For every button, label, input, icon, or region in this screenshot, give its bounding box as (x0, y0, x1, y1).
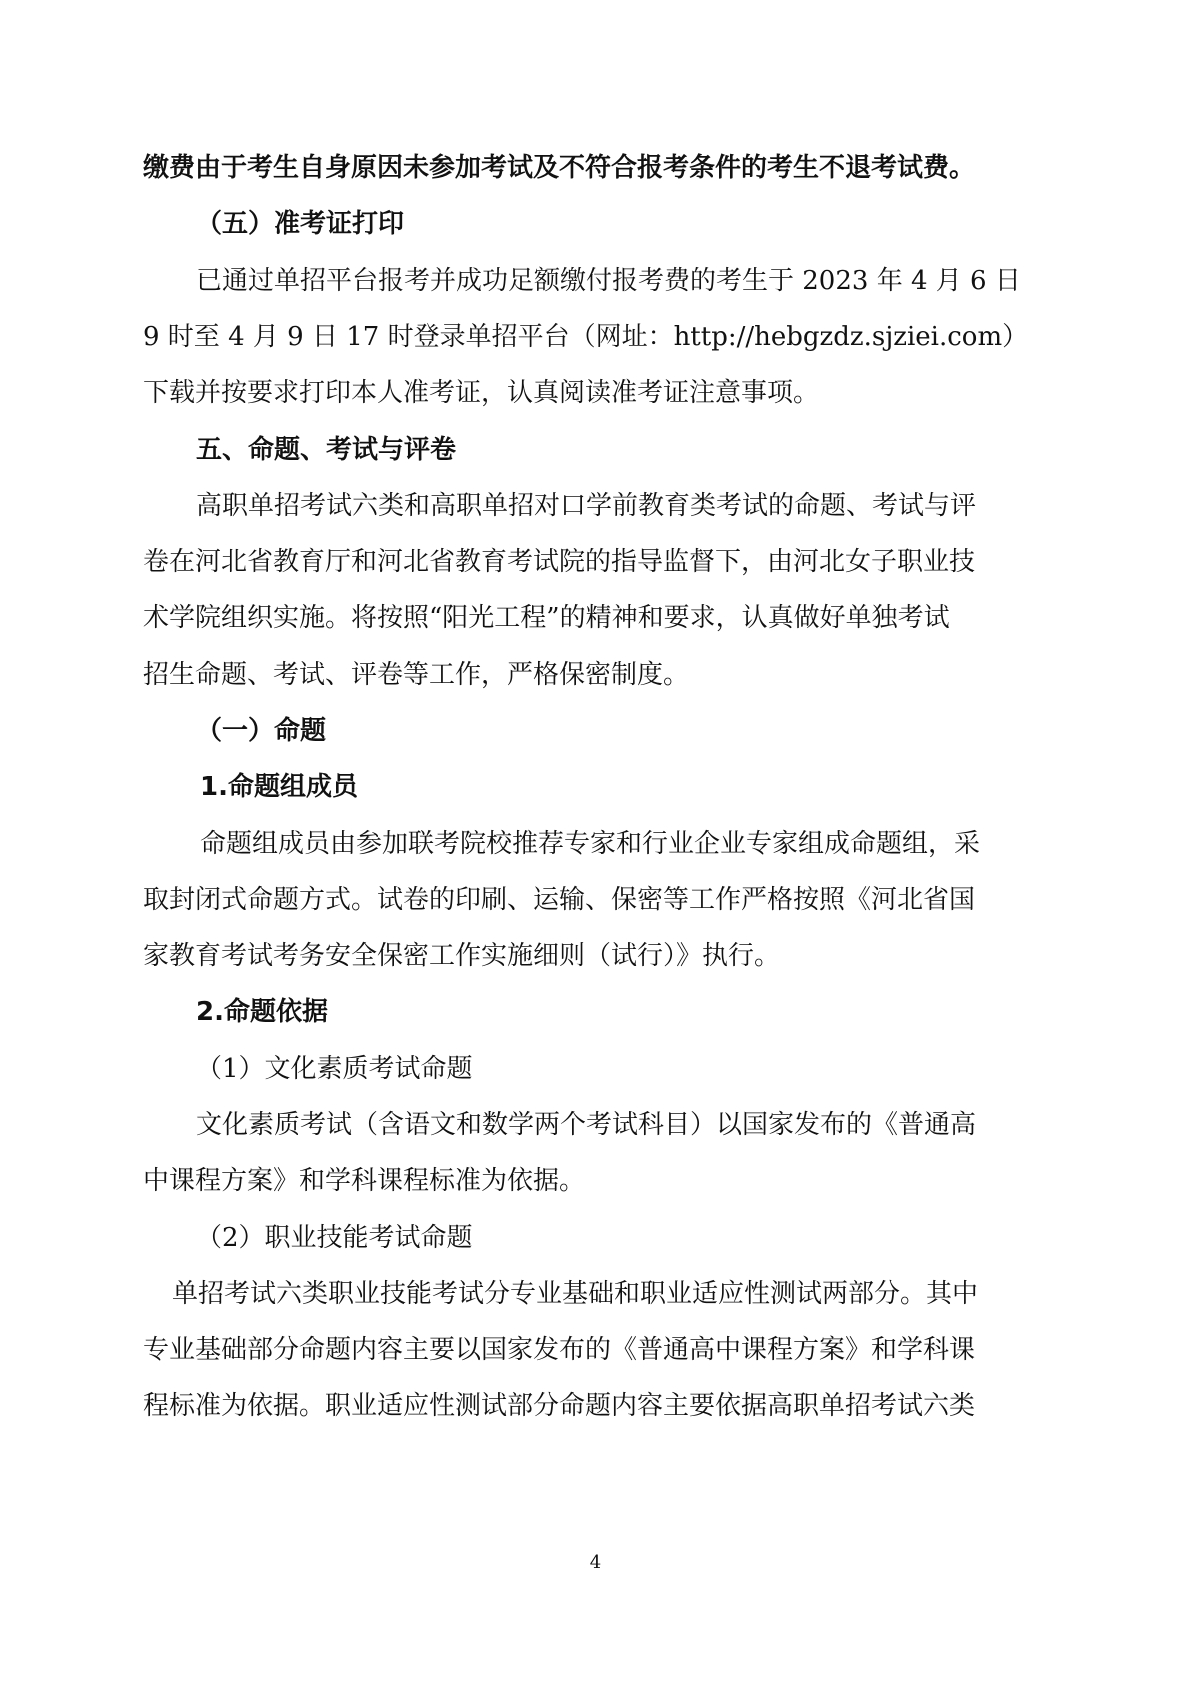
section-heading: 1.命题组成员 (200, 772, 358, 802)
paragraph-line: 取封闭式命题方式。试卷的印刷、运输、保密等工作严格按照《河北省国 (143, 885, 976, 915)
paragraph-line: 程标准为依据。职业适应性测试部分命题内容主要依据高职单招考试六类 (143, 1391, 976, 1421)
section-heading: （五）准考证打印 (196, 209, 405, 239)
paragraph-line: 文化素质考试（含语文和数学两个考试科目）以国家发布的《普通高 (196, 1110, 977, 1140)
paragraph-line: 中课程方案》和学科课程标准为依据。 (143, 1166, 586, 1196)
paragraph-line: 已通过单招平台报考并成功足额缴付报考费的考生于 2023 年 4 月 6 日 (196, 266, 1021, 296)
paragraph-line: 专业基础部分命题内容主要以国家发布的《普通高中课程方案》和学科课 (143, 1335, 976, 1365)
section-heading: （一）命题 (196, 716, 327, 746)
paragraph-line: 下载并按要求打印本人准考证，认真阅读准考证注意事项。 (143, 378, 820, 408)
paragraph-line: 卷在河北省教育厅和河北省教育考试院的指导监督下，由河北女子职业技 (143, 547, 976, 577)
page-number: 4 (589, 1552, 602, 1573)
paragraph-line: 单招考试六类职业技能考试分专业基础和职业适应性测试两部分。其中 (172, 1279, 979, 1309)
paragraph-line: 缴费由于考生自身原因未参加考试及不符合报考条件的考生不退考试费。 (143, 153, 976, 183)
paragraph-line: 高职单招考试六类和高职单招对口学前教育类考试的命题、考试与评 (196, 491, 977, 521)
paragraph-line: 9 时至 4 月 9 日 17 时登录单招平台（网址：http://hebgzdz.sjziei.com） (143, 322, 1029, 352)
section-heading: 五、命题、考试与评卷 (196, 435, 457, 465)
paragraph-line: 家教育考试考务安全保密工作实施细则（试行）》执行。 (143, 941, 781, 971)
paragraph-line: 命题组成员由参加联考院校推荐专家和行业企业专家组成命题组，采 (200, 829, 981, 859)
paragraph-line: 术学院组织实施。将按照“阳光工程”的精神和要求，认真做好单独考试 (143, 603, 950, 633)
subsection-heading: （2）职业技能考试命题 (196, 1223, 473, 1253)
section-heading: 2.命题依据 (196, 997, 328, 1027)
subsection-heading: （1）文化素质考试命题 (196, 1054, 473, 1084)
paragraph-line: 招生命题、考试、评卷等工作，严格保密制度。 (143, 660, 690, 690)
